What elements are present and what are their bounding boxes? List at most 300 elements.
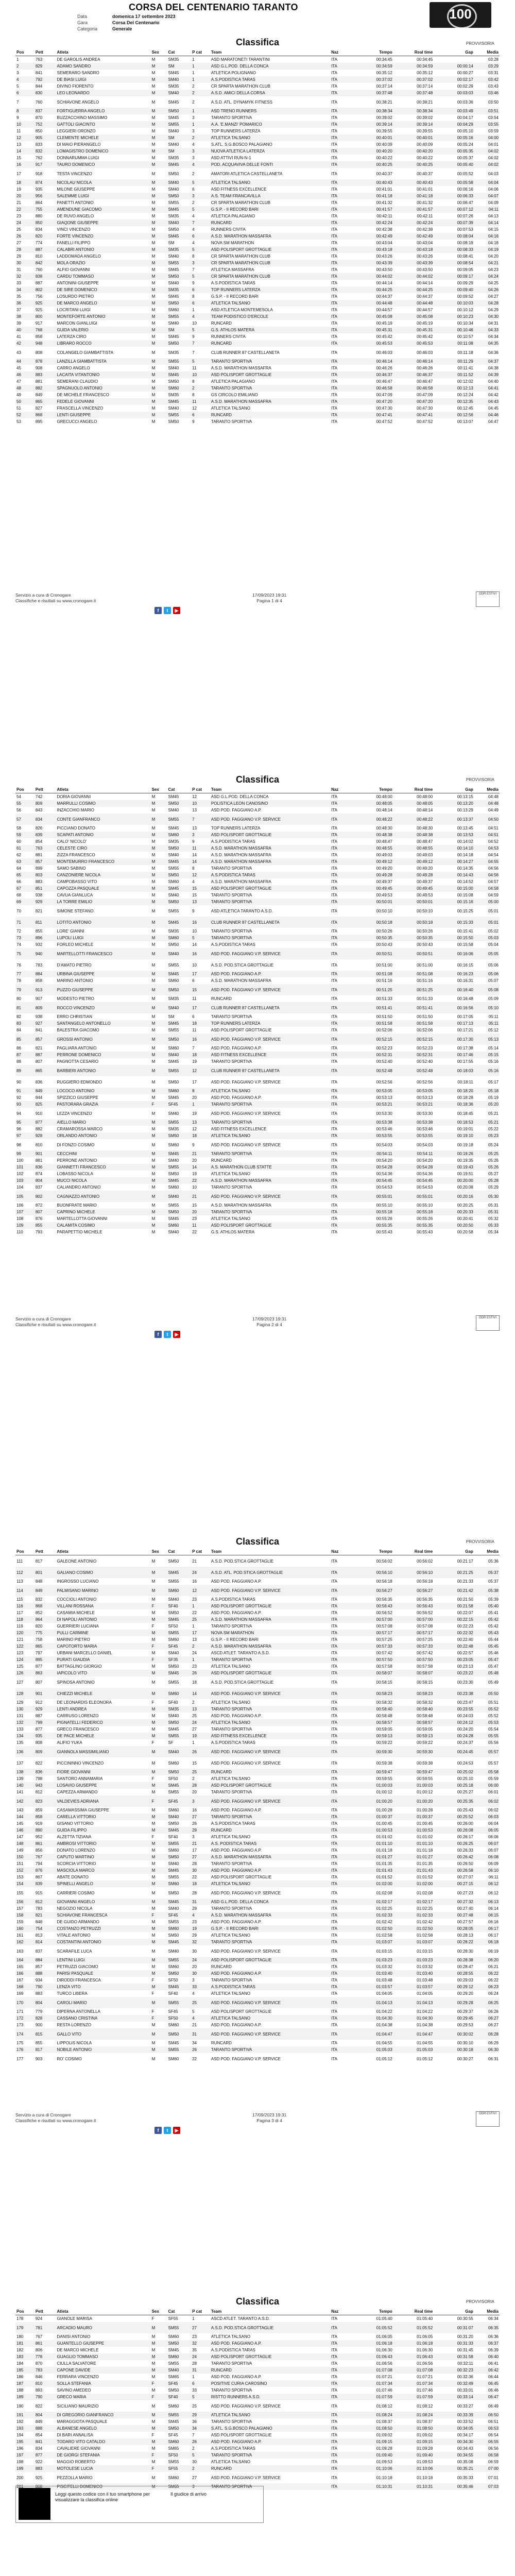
cell-pace: 04:48 [474, 800, 500, 807]
cell-sex: F [151, 2009, 154, 2014]
cell-bib: 935 [35, 1733, 56, 1739]
cell-athlete: VALDEVIES ADRIANA [56, 1795, 151, 1807]
cell-athlete: COCCIOLI ANTONIO [57, 1597, 97, 1602]
cell-gap: 00:21:25 [434, 1567, 474, 1578]
cell-real-time: 00:58:57 [393, 1719, 434, 1726]
cell-team: TARANTO SPORTIVA [210, 899, 330, 905]
cell-team: ATLETICA TALSANO [210, 1880, 330, 1887]
table-row [15, 365, 500, 371]
cell-pace: 04:39 [474, 371, 500, 378]
table-row [15, 2459, 500, 2465]
table-row [15, 1840, 500, 1847]
cell-pace: 04:34 [488, 334, 499, 339]
cell-sex: M [151, 1808, 156, 1812]
cell-team: S.ATL. S.G.BOSCO PALAGIANO [211, 142, 272, 147]
qr-code[interactable] [20, 2489, 49, 2518]
facebook-icon[interactable]: f [154, 2127, 162, 2134]
cell-nation: ITA [331, 2361, 337, 2366]
cell-sex: M [151, 76, 167, 83]
cell-athlete: LENTI ANDREA [56, 1706, 151, 1713]
cell-team: A.S.PODISTICA TARAS [211, 1740, 255, 1745]
cell-pos: 99 [15, 1150, 35, 1157]
cell-athlete: MARTELLOTTA GIOVANNI [57, 1216, 108, 1221]
table-row [15, 1719, 500, 1726]
cell-team: A.S.D. POD.STICA GROTTAGLIE [211, 962, 274, 968]
cell-bib: 935 [35, 187, 43, 192]
cell-pace: 05:41 [488, 1611, 499, 1615]
cell-time: 00:53:46 [376, 1127, 392, 1131]
cell-cat: SM40 [168, 1906, 179, 1911]
cell-sex: F [151, 2465, 167, 2472]
cell-time: 01:01:35 [376, 1861, 392, 1866]
cell-sex: M [151, 1002, 167, 1013]
cell-pace: 06:19 [488, 1948, 499, 1954]
cell-pace: 05:19 [488, 1095, 499, 1100]
cell-cat: SM55 [167, 1630, 191, 1636]
cell-bib: 833 [35, 142, 43, 147]
cell-team: CR SPARTA MARATHON CLUB [211, 84, 270, 89]
cell-cat-rank: 13 [191, 899, 210, 905]
cell-sex: M [151, 1664, 156, 1669]
cell-cat: SM55 [168, 908, 179, 913]
cell-team: TARANTO SPORTIVA [210, 2046, 330, 2053]
cell-cat-rank: 16 [191, 1033, 210, 1045]
cell-cat: SM60 [167, 385, 191, 392]
cell-real-time: 01:07:46 [417, 2388, 433, 2393]
cell-cat: SM50 [167, 2028, 191, 2040]
table-row [15, 1699, 500, 1706]
cell-nation: ITA [331, 1890, 337, 1895]
cell-cat-rank: 8 [192, 379, 195, 384]
cell-team: A.S.D. MARATHON MASSAFRA [210, 1616, 330, 1623]
cell-sex: M [151, 281, 156, 285]
cell-gap: 00:27:07 [457, 1875, 473, 1879]
cell-athlete: ARCADIO MAURO [56, 2322, 151, 2333]
cell-pos: 34 [15, 286, 35, 293]
cell-team: RUNCARD [210, 2465, 330, 2472]
cell-sex: M [151, 1719, 167, 1726]
cell-nation: ITA [331, 281, 337, 285]
cell-pos: 53 [16, 419, 21, 424]
table-row [15, 1045, 500, 1052]
cell-cat-rank: 22 [192, 2056, 197, 2061]
cell-team: ASD POD. FAGGIANO A.P. [211, 2375, 262, 2379]
cell-cat-rank: 29 [192, 1933, 197, 1938]
cell-cat: SM45 [167, 1827, 191, 1834]
twitter-icon[interactable]: t [164, 1331, 171, 1338]
cell-pos: 60 [16, 839, 21, 844]
published-link[interactable]: Classifiche e risultati su www.cronogare.it [15, 598, 96, 603]
cell-cat-rank: 4 [192, 879, 195, 884]
cell-team: ATLETICA MASSAFRA [211, 267, 254, 272]
cell-athlete: AIELLO MARIO [56, 1119, 151, 1126]
cell-athlete: ADAMO SANDRO [56, 63, 151, 70]
cell-athlete: LOSAVIO GIUSEPPE [56, 1782, 151, 1789]
cell-real-time: 00:40:25 [393, 161, 434, 168]
cell-team: ASD ATLETICA TARANTO A.S.D. [211, 908, 273, 913]
cell-athlete: DONATO LORENZO [57, 1848, 95, 1853]
cell-time: 01:04:22 [376, 2009, 392, 2014]
cell-nation: ITA [331, 1558, 337, 1564]
cell-pos: 111 [16, 1558, 23, 1564]
cell-sex: M [151, 971, 167, 977]
cell-athlete: DE MICHELE FRANCESCO [57, 393, 109, 397]
cell-pace: 06:31 [488, 2056, 499, 2061]
stamp: ODR ESTIVI [476, 591, 500, 607]
cell-real-time: 00:55:18 [393, 1209, 434, 1215]
cell-nation: ITA [330, 1912, 353, 1919]
cell-cat-rank: 1 [192, 57, 195, 62]
cell-time: 00:58:23 [353, 1688, 393, 1699]
cell-nation: ITA [330, 872, 353, 878]
cell-pos: 63 [15, 858, 35, 865]
cell-cat: SM60 [167, 832, 191, 838]
facebook-icon[interactable]: f [154, 1331, 162, 1338]
cell-gap: 00:24:37 [457, 1740, 473, 1745]
cell-sex: M [151, 1059, 156, 1064]
cell-time: 00:48:30 [376, 826, 392, 831]
table-row [15, 128, 500, 134]
col-header-cat: Cat [167, 49, 191, 56]
cell-cat: SF45 [168, 2009, 178, 2014]
cell-time: 00:42:49 [353, 233, 393, 240]
cell-bib: 823 [35, 1795, 56, 1807]
cell-time: 01:09:02 [376, 2433, 392, 2437]
youtube-icon[interactable]: ▶ [173, 2127, 180, 2134]
cell-cat: SF40 [167, 1603, 191, 1609]
section-title: Classifica [235, 2296, 280, 2307]
cell-cat: SM35 [168, 350, 179, 355]
cell-time: 00:45:31 [353, 327, 393, 333]
cell-nation: ITA [330, 1899, 353, 1905]
cell-gap: 00:19:43 [434, 1164, 474, 1171]
cell-athlete: SCORCIA VITTORIO [57, 1861, 96, 1866]
youtube-icon[interactable]: ▶ [173, 1331, 180, 1338]
cell-team: ASD POD. FAGGIANO V.P. SERVICE [210, 1585, 330, 1596]
cell-team: RUNNERS CIVITA [211, 227, 246, 232]
cell-pace: 05:31 [474, 1209, 500, 1215]
table-row [15, 1919, 500, 1925]
cell-athlete: FERRARA VINCENZO [57, 2375, 99, 2379]
cell-athlete: LEZZA VINCENZO [57, 1111, 92, 1116]
cell-pace: 05:27 [488, 1172, 499, 1176]
cell-athlete: CALO' NICOLO' [57, 839, 87, 844]
cell-bib: 858 [35, 978, 43, 983]
cell-athlete: GUANTELLO GIUSEPPE [56, 2340, 151, 2347]
cell-gap: 00:34:55 [434, 2452, 474, 2459]
cell-athlete: CLEMENTE MICHELE [56, 134, 151, 141]
cell-cat-rank: 5 [191, 2394, 210, 2400]
cell-bib: 836 [35, 1079, 43, 1084]
cell-sex: M [151, 156, 156, 160]
cell-athlete: ORLANDO ANTONIO [56, 1132, 151, 1139]
results-table [15, 49, 500, 425]
cell-bib: 849 [35, 393, 43, 397]
cell-team: TARANTO SPORTIVA [210, 358, 330, 365]
cell-pos: 85 [15, 1033, 35, 1045]
cell-athlete: CARELLA VITTORIO [56, 1814, 151, 1820]
cell-time: 00:47:41 [353, 412, 393, 418]
cell-team: CR SPARTA MARATHON CLUB [210, 273, 330, 280]
cell-gap: 00:34:17 [457, 2433, 473, 2437]
cell-sex: M [151, 1079, 156, 1084]
cell-cat-rank: 1 [192, 308, 195, 312]
cell-time: 00:42:24 [353, 219, 393, 226]
cell-real-time: 00:45:08 [393, 313, 434, 320]
table-row [15, 1157, 500, 1164]
cell-gap: 00:13:37 [434, 814, 474, 825]
cell-athlete: DE PACE MICHELE [56, 1733, 151, 1739]
cell-time: 01:05:03 [353, 2046, 393, 2053]
cell-time: 00:39:02 [376, 115, 392, 120]
cell-gap: 00:26:17 [457, 1835, 473, 1839]
cell-bib: 802 [35, 1191, 56, 1202]
page-number: Pagina 3 di 4 [256, 2118, 282, 2123]
cell-nation: ITA [330, 121, 353, 128]
cell-real-time: 00:40:20 [393, 148, 434, 155]
col-header-cat-rank: P cat [191, 786, 210, 793]
cell-cat-rank: 6 [191, 286, 210, 293]
cell-cat-rank: 27 [191, 2322, 210, 2333]
cell-bib: 913 [35, 984, 56, 995]
cell-pace: 04:06 [488, 187, 499, 192]
cell-team: TARANTO SPORTIVA [210, 2483, 330, 2490]
col-header-sex: Sex [151, 1548, 167, 1555]
cell-bib: 822 [35, 2403, 43, 2409]
cell-team: TOP RUNNERS LATERZA [211, 129, 261, 133]
cell-cat-rank: 19 [192, 1059, 197, 1064]
table-row [15, 1963, 500, 1970]
cell-time: 00:56:52 [376, 1611, 392, 1615]
cell-athlete: DANISI ANTONIO [57, 2334, 91, 2339]
cell-real-time: 00:53:38 [393, 1119, 434, 1126]
cell-sex: M [151, 2419, 156, 2424]
cell-pace: 04:23 [488, 267, 499, 272]
col-header-pace: Media [474, 49, 500, 56]
cell-sex: M [151, 2056, 156, 2061]
cell-sex: M [151, 412, 167, 418]
table-row [15, 899, 500, 905]
cell-athlete: COSTANTINI ANTONIO [56, 1939, 151, 1945]
cell-gap: 00:18:20 [434, 1088, 474, 1094]
twitter-icon[interactable]: t [164, 2127, 171, 2134]
cell-bib: 865 [35, 398, 56, 405]
cell-sex: M [151, 845, 167, 852]
published-link[interactable]: Classifiche e risultati su www.cronogare.it [15, 1322, 96, 1327]
cell-real-time: 00:56:18 [417, 1579, 433, 1584]
cell-nation: ITA [331, 379, 337, 384]
youtube-icon[interactable]: ▶ [173, 607, 180, 614]
cell-nation: ITA [331, 1776, 337, 1781]
cell-gap: 00:20:00 [434, 1177, 474, 1184]
cell-pace: 06:37 [474, 2340, 500, 2347]
cell-pace: 04:21 [474, 260, 500, 266]
cell-pace: 05:23 [474, 1132, 500, 1139]
cell-real-time: 00:45:42 [417, 334, 433, 339]
cell-time: 00:45:53 [353, 340, 393, 347]
cell-athlete: PETRUZZI GIACOMO [57, 1964, 98, 1969]
cell-bib: 932 [35, 942, 43, 947]
twitter-icon[interactable]: t [164, 607, 171, 614]
col-header-nation: Naz [330, 49, 353, 56]
col-header-bib: Pett [35, 2308, 56, 2315]
table-row [15, 1027, 500, 1033]
cell-athlete: CANZONIERE NICOLA [56, 872, 151, 878]
cell-bib: 915 [35, 1890, 43, 1895]
cell-gap: 00:09:29 [457, 281, 473, 285]
cell-gap: 00:08:41 [457, 254, 473, 259]
cell-pos: 58 [16, 826, 21, 831]
cell-gap: 00:35:33 [457, 2475, 473, 2480]
cell-cat-rank: 10 [192, 321, 197, 326]
cell-pace: 04:03 [488, 171, 499, 176]
cell-athlete: TESTA VINCENZO [57, 171, 92, 176]
cell-athlete: MAGGIO ROBERTO [57, 2460, 95, 2464]
cell-sex: M [151, 2046, 167, 2053]
cell-pos: 36 [15, 300, 35, 307]
cell-cat: SM45 [167, 1939, 191, 1945]
cell-real-time: 01:04:47 [393, 2028, 434, 2040]
cell-sex: M [151, 1746, 167, 1757]
cell-cat-rank: 12 [192, 1127, 197, 1131]
cell-cat: SM55 [167, 814, 191, 825]
cell-pos: 150 [15, 1854, 35, 1860]
results-page-3 [0, 1520, 515, 2280]
cell-pace: 06:50 [474, 2412, 500, 2418]
cell-real-time: 01:05:40 [417, 2316, 433, 2321]
cell-cat-rank: 9 [192, 419, 195, 424]
cell-nation: ITA [331, 129, 337, 133]
cell-pos: 161 [16, 1933, 24, 1938]
cell-nation: ITA [330, 1616, 353, 1623]
cell-pos: 70 [16, 908, 21, 913]
table-row [15, 134, 500, 141]
cell-athlete: ALZETTA TIZIANA [57, 1835, 92, 1839]
published-link[interactable]: Classifiche e risultati su www.cronogare.it [15, 2118, 96, 2123]
cell-gap: 00:10:23 [434, 313, 474, 320]
cell-gap: 00:23:38 [434, 1688, 474, 1699]
cell-cat: SM40 [167, 2367, 191, 2374]
cell-nation: ITA [331, 1203, 337, 1208]
cell-real-time: 01:01:10 [393, 1840, 434, 1847]
cell-team: GS CIRCOLO EMILIANO [211, 393, 258, 397]
cell-gap: 00:33:01 [457, 2388, 473, 2393]
cell-gap: 00:26:25 [434, 1840, 474, 1847]
cell-athlete: INGROSSO LUCIANO [57, 1579, 99, 1584]
cell-time: 01:02:17 [353, 1899, 393, 1905]
cell-team: ASD POD. FAGGIANO V.P. SERVICE [210, 1688, 330, 1699]
cell-cat: SM [167, 134, 191, 141]
cell-sex: M [151, 885, 167, 892]
cell-gap: 00:31:45 [457, 2348, 473, 2352]
cell-athlete: DI GREGORIO GIANFRANCO [56, 2412, 151, 2418]
cell-cat: SM40 [168, 366, 179, 370]
cell-nation: ITA [331, 908, 337, 913]
cell-gap: 00:23:05 [434, 1656, 474, 1663]
cell-sex: M [151, 899, 167, 905]
cell-cat-rank: 3 [192, 156, 195, 160]
cell-nation: ITA [331, 254, 337, 259]
table-row [15, 1847, 500, 1854]
cell-nation: ITA [330, 1795, 353, 1807]
cell-athlete: ZIZZA FRANCESCO [57, 853, 95, 857]
social-links [154, 2127, 182, 2134]
cell-cat: SM60 [168, 1760, 179, 1766]
cell-bib: 810 [35, 1142, 43, 1147]
cell-pos: 173 [16, 2023, 24, 2027]
cell-athlete: DE GAROLIS ANDREA [57, 57, 100, 62]
cell-real-time: 01:10:18 [417, 2475, 433, 2480]
cell-cat: SM55 [168, 200, 179, 205]
cell-gap: 00:16:06 [434, 948, 474, 959]
cell-pace: 06:17 [474, 1925, 500, 1932]
cell-real-time: 00:54:20 [417, 1158, 433, 1163]
cell-gap: 00:05:10 [457, 129, 473, 133]
cell-team: TARANTO SPORTIVA [210, 935, 330, 941]
col-header-team: Team [210, 786, 330, 793]
cell-cat: SM50 [168, 1558, 179, 1564]
cell-pos: 114 [15, 1585, 35, 1596]
cell-cat-rank: 18 [191, 1132, 210, 1139]
cell-pace: 05:34 [488, 1230, 499, 1234]
cell-team: A.S.D. MARATHON MASSAFRA [211, 366, 271, 370]
cell-pos: 177 [16, 2056, 24, 2061]
cell-cat: SM45 [167, 371, 191, 378]
cell-cat: SM [167, 63, 191, 70]
cell-bib: 820 [35, 233, 56, 240]
cell-real-time: 01:03:15 [417, 1948, 433, 1954]
table-row [15, 179, 500, 186]
cell-cat: SM45 [167, 1899, 191, 1905]
cell-bib: 781 [35, 2322, 56, 2333]
cell-pace: 07:00 [474, 2465, 500, 2472]
cell-pace: 06:18 [474, 1939, 500, 1945]
cell-athlete: LOCOCO ANTONIO [56, 1088, 151, 1094]
table-row [15, 226, 500, 233]
cell-team: ATLETICA TALSANO [210, 179, 330, 186]
cell-sex: M [151, 1906, 156, 1911]
cell-nation: ITA [330, 2353, 353, 2360]
table-row [15, 320, 500, 327]
cell-athlete: DE LEONARDIS ELEONORA [57, 1700, 112, 1705]
cell-bib: 846 [35, 2375, 43, 2379]
cell-gap: 00:15:50 [434, 935, 474, 941]
cell-athlete: PASTORARA GRAZIA [56, 1101, 151, 1108]
cell-real-time: 00:51:58 [393, 1020, 434, 1027]
cell-nation: ITA [331, 1142, 337, 1147]
table-row [15, 1229, 500, 1235]
cell-gap: 00:28:22 [434, 1939, 474, 1945]
facebook-icon[interactable]: f [154, 607, 162, 614]
cell-gap: 00:10:03 [434, 300, 474, 307]
cell-nation: ITA [331, 350, 337, 355]
cell-bib: 938 [35, 893, 43, 897]
cell-athlete: CAVUA GIANLUCA [57, 893, 93, 897]
table-row [15, 852, 500, 858]
cell-real-time: 01:00:37 [393, 1814, 434, 1820]
cell-time: 00:57:42 [376, 1651, 392, 1655]
cell-team: CR SPARTA MARATHON CLUB [211, 200, 270, 205]
cell-cat-rank: 3 [191, 148, 210, 155]
results-table [15, 1548, 500, 2064]
cell-sex: M [151, 962, 156, 968]
cell-pace: 06:56 [488, 2446, 499, 2451]
cell-pace: 04:40 [488, 379, 499, 384]
cell-time: 00:56:10 [353, 1567, 393, 1578]
cell-pace: 04:38 [488, 366, 499, 370]
cell-cat-rank: 10 [192, 962, 197, 968]
cell-bib: 857 [35, 1033, 56, 1045]
